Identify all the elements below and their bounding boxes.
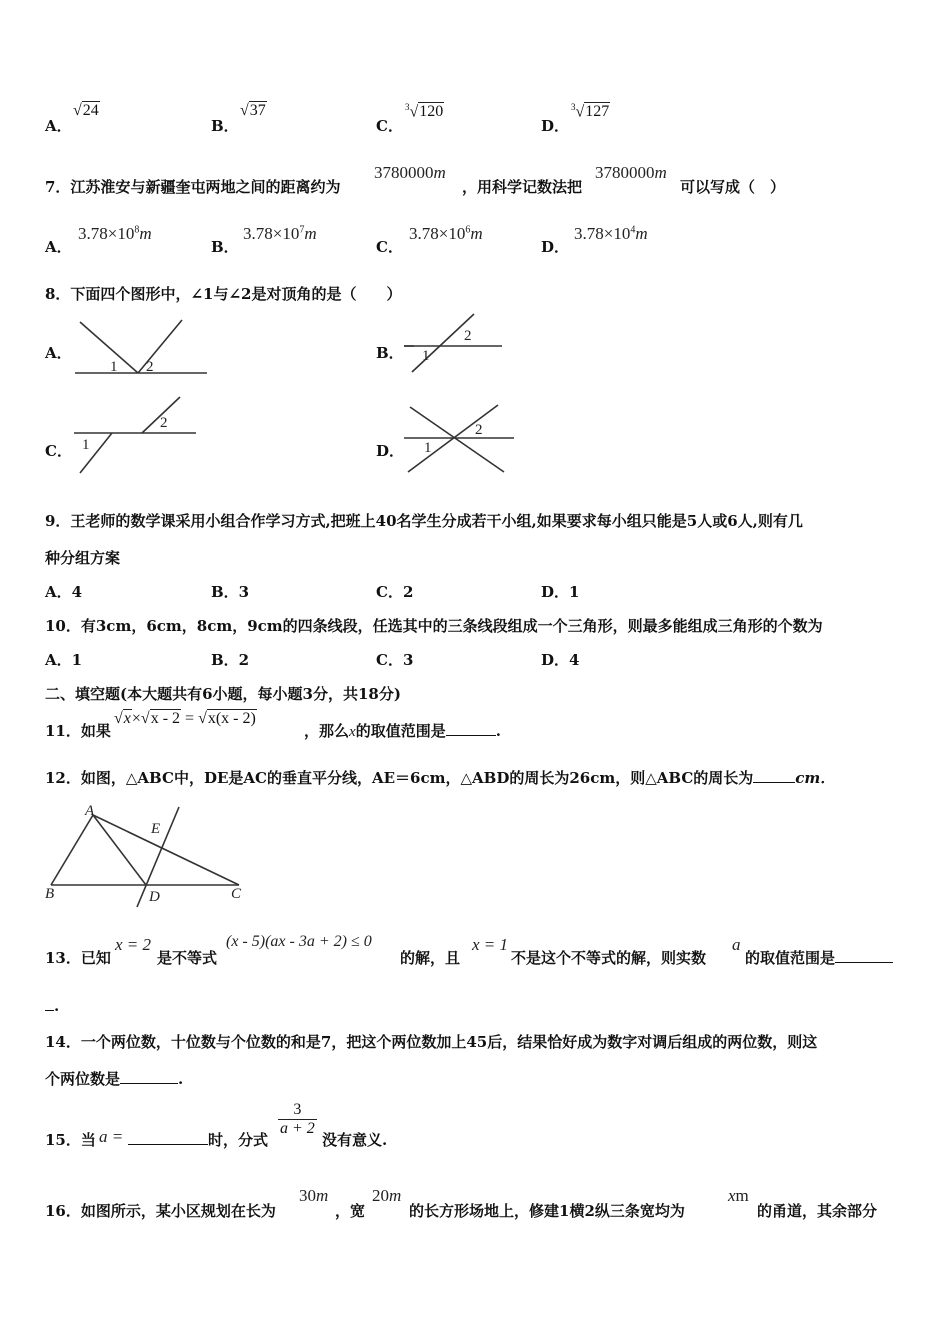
- q16-suffix: 的甬道，其余部分: [757, 1202, 878, 1220]
- q16-var: xm: [728, 1186, 749, 1205]
- q13-blank-continued: .: [45, 997, 59, 1015]
- q8c-angle-1: 1: [82, 437, 90, 453]
- q8-figure-c: [72, 395, 202, 480]
- q10-text: 10．有3cm，6cm，8cm，9cm的四条线段，任选其中的三条线段组成一个三角形，则最多能组成三角形的个数为: [45, 617, 823, 635]
- q6-option-a-radical: √24: [73, 102, 99, 119]
- q7-text-b: ，用科学记数法把: [462, 178, 583, 196]
- q8c-angle-2: 2: [160, 415, 168, 431]
- q7-option-a: $3.78\times 10^8m$: [78, 224, 152, 243]
- q13-inequality: (x - 5)(ax - 3a + 2) ≤ 0: [226, 933, 372, 950]
- q6-option-d: D．: [541, 117, 570, 135]
- q7-option-c: $3.78\times 10^6m$: [409, 224, 483, 243]
- q9-option-c: C．2: [376, 583, 414, 601]
- section-2-heading: 二、填空题(本大题共有6小题，每小题3分，共18分): [45, 685, 401, 703]
- q7-option-c-label: C．: [376, 238, 403, 256]
- q6-option-d-radical: $^3$√127: [571, 102, 610, 121]
- q11-suffix: ，那么x的取值范围是 .: [304, 722, 501, 740]
- q10-option-d: D．4: [541, 651, 580, 669]
- q6-option-a: A．: [45, 117, 72, 135]
- q7-distance-1: 3780000m: [374, 163, 446, 182]
- q8-label-a: A．: [45, 344, 72, 362]
- q13-mid3: 不是这个不等式的解，则实数: [511, 949, 707, 967]
- q12-side-ab: [51, 815, 93, 885]
- q14-text-line1: 14．一个两位数，十位数与个位数的和是7，把这个两位数加上45后，结果恰好成为数字对调后组成的两位数，则这: [45, 1033, 818, 1051]
- q6-option-c: C．: [376, 117, 403, 135]
- q7-option-b: $3.78\times 10^7m$: [243, 224, 317, 243]
- q15-fraction: $\frac{3}{a + 2}$: [280, 1101, 315, 1137]
- q12-point-e: E: [151, 821, 161, 837]
- q7-text-a: 7．江苏淮安与新疆奎屯两地之间的距离约为: [45, 178, 341, 196]
- q16-mid2: 的长方形场地上，修建1横2纵三条宽均为: [409, 1202, 685, 1220]
- q8b-angle-2: 2: [464, 328, 472, 344]
- q10-option-c: C．3: [376, 651, 414, 669]
- q7-option-b-label: B．: [211, 238, 239, 256]
- q6-option-b-radical: √37: [240, 102, 266, 119]
- q7-distance-2: 3780000m: [595, 163, 667, 182]
- q8b-angle-1: 1: [422, 348, 430, 364]
- q9-option-a: A．4: [45, 583, 83, 601]
- q8-label-c: C．: [45, 442, 72, 460]
- q12-point-a: A: [85, 803, 95, 819]
- q9-text-line1: 9．王老师的数学课采用小组合作学习方式,把班上40名学生分成若干小组,如果要求每小组只能是5人或6人,则有几: [45, 512, 803, 530]
- q12-point-d: D: [149, 889, 160, 905]
- q8-figure-d: [402, 402, 517, 477]
- q8d-angle-2: 2: [475, 422, 483, 438]
- q6-option-b: B．: [211, 117, 239, 135]
- q13-prefix: 13．已知: [45, 949, 111, 967]
- q7-option-d-label: D．: [541, 238, 570, 256]
- q12-point-c: C: [231, 886, 242, 902]
- q8a-left-ray: [80, 322, 138, 373]
- q12-text: 12．如图，△ABC中，DE是AC的垂直平分线，AE＝6cm，△ABD的周长为26cm，则△ABC的周长为 cm．: [45, 769, 836, 787]
- q8a-right-ray: [138, 320, 182, 373]
- q7-option-a-label: A．: [45, 238, 72, 256]
- q8-label-d: D．: [376, 442, 405, 460]
- q8-text: 8．下面四个图形中，∠1与∠2是对顶角的是（ ）: [45, 285, 402, 303]
- q11-expression: √x×√x - 2 = √x(x - 2): [114, 710, 256, 727]
- q13-cond2: x = 1: [472, 935, 509, 954]
- q9-option-d: D．1: [541, 583, 580, 601]
- q8-label-b: B．: [376, 344, 404, 362]
- q10-option-a: A．1: [45, 651, 83, 669]
- q13-var-a: a: [732, 935, 741, 954]
- q8d-angle-1: 1: [424, 440, 432, 456]
- q9-option-b: B．3: [211, 583, 250, 601]
- q13-cond1: x = 2: [115, 935, 152, 954]
- q8-figure-a: [70, 315, 210, 380]
- q15-var-eq: a =: [99, 1127, 124, 1146]
- q15-mid: 时，分式: [128, 1129, 268, 1150]
- q14-text-line2: 个两位数是 .: [45, 1070, 184, 1088]
- q16-length: 30m: [299, 1186, 329, 1205]
- q13-mid2: 的解，且: [400, 949, 461, 967]
- q15-prefix: 15．当: [45, 1131, 96, 1149]
- q13-mid4: 的取值范围是: [745, 947, 893, 968]
- q16-mid1: ，宽: [335, 1202, 366, 1220]
- q7-option-d: $3.78\times 10^4m$: [574, 224, 648, 243]
- q12-point-b: B: [45, 886, 55, 902]
- q12-side-ac: [93, 815, 239, 885]
- q15-suffix: 没有意义.: [322, 1131, 388, 1149]
- q7-text-c: 可以写成（ ）: [680, 178, 786, 196]
- q16-prefix: 16．如图所示，某小区规划在长为: [45, 1202, 276, 1220]
- q12-segment-ad: [93, 815, 146, 885]
- q16-width: 20m: [372, 1186, 402, 1205]
- q6-option-c-radical: $^3$√120: [405, 102, 444, 121]
- q10-option-b: B．2: [211, 651, 250, 669]
- q12-triangle-figure: [45, 803, 250, 913]
- q11-prefix: 11．如果: [45, 722, 111, 740]
- q9-text-line2: 种分组方案: [45, 549, 121, 567]
- q8a-angle-1: 1: [110, 359, 118, 375]
- q13-mid1: 是不等式: [157, 949, 218, 967]
- q8a-angle-2: 2: [146, 359, 154, 375]
- q8-figure-b: [402, 310, 507, 380]
